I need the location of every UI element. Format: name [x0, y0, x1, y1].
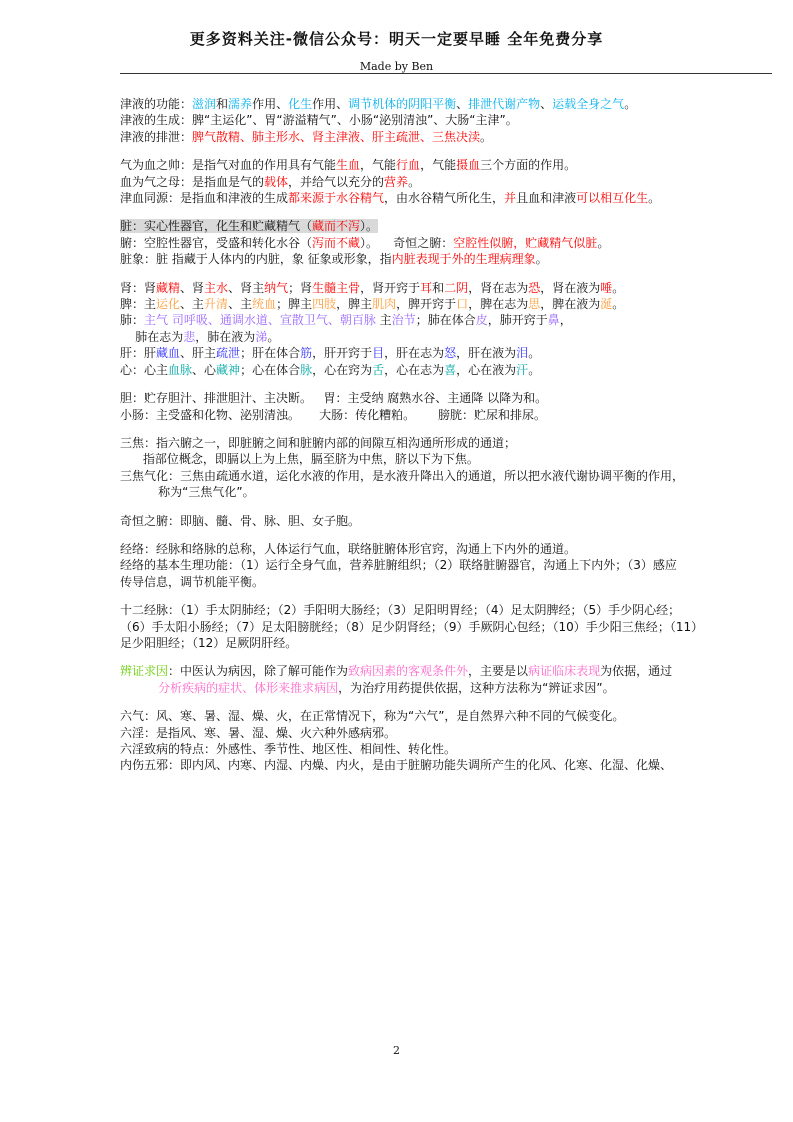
text-segment: 。: [597, 235, 610, 250]
text-segment: 脾：主: [120, 297, 157, 312]
highlighted-term: 思: [528, 297, 541, 312]
highlighted-term: 摄血: [456, 158, 481, 173]
highlighted-term: 可以相互化生: [576, 191, 649, 206]
highlighted-term: 空腔性似腑，贮藏精气似脏: [453, 235, 598, 250]
text-line: [120, 362, 770, 378]
text-segment: ，肝在液为: [456, 346, 517, 361]
text-segment: 传导信息，调节机能平衡。: [120, 574, 265, 589]
text-segment: 六淫：是指风、寒、暑、湿、燥、火六种外感病邪。: [120, 725, 397, 740]
text-line: [120, 296, 770, 312]
text-segment: 和: [216, 97, 229, 111]
highlighted-term: 二阴: [444, 280, 469, 295]
text-segment: 、主: [228, 297, 253, 312]
highlighted-term: 筋: [300, 346, 313, 361]
text-line: [120, 513, 770, 529]
text-line: [120, 129, 770, 145]
text-segment: 。: [480, 129, 493, 144]
blank-line: [120, 696, 770, 708]
text-segment: 胆：贮存胆汁、排泄胆汁、主决断。 胃：主受纳 腐熟水谷、主通降 以降为和。: [120, 391, 548, 406]
text-segment: 六淫致病的特点：外感性、季节性、地区性、相间性、转化性。: [120, 742, 457, 756]
highlighted-term: 主气 司呼吸、通调水道、宣散卫气、朝百脉: [144, 313, 376, 328]
text-segment: 、肝主: [180, 346, 217, 361]
text-line: [120, 619, 770, 635]
text-segment: 肝：肝: [120, 346, 157, 361]
text-segment: 、: [540, 97, 553, 111]
highlighted-term: 治节: [391, 313, 416, 328]
highlighted-term: 都来源于水谷精气: [288, 191, 385, 206]
highlighted-term: 内脏表现于外的生理病理象: [391, 252, 536, 267]
highlighted-term: 耳: [420, 280, 433, 295]
text-segment: ）。 奇恒之腑：: [360, 235, 454, 250]
text-segment: ；肾: [288, 280, 313, 295]
text-segment: ，并给气以充分的: [288, 174, 385, 189]
text-segment: 六气：风、寒、暑、湿、燥、火，在正常情况下，称为“六气”，是自然界六种不同的气候变化。: [120, 709, 625, 724]
document-body: [120, 96, 770, 774]
text-segment: ，肝开窍于: [312, 346, 373, 361]
text-segment: ，气能: [420, 158, 457, 173]
highlighted-term: 泪: [516, 346, 529, 361]
text-segment: 肾：肾: [120, 280, 157, 295]
text-segment: 三焦气化：三焦由疏通水道，运化水液的作用，是水液升降出入的通道，所以把水液代谢协调平衡的作用，: [120, 468, 685, 483]
text-segment: 和: [432, 280, 445, 295]
highlighted-term: 疏泄: [216, 346, 241, 361]
text-line: [120, 725, 770, 741]
highlighted-term: 皮: [475, 313, 488, 328]
text-segment: 三个方面的作用。: [480, 158, 577, 173]
text-segment: 腑：空腔性器官，受盛和转化水谷（: [120, 235, 313, 250]
text-segment: ，肝在志为: [384, 346, 445, 361]
text-segment: 。: [535, 252, 548, 267]
text-line: [120, 407, 770, 423]
highlighted-term: 化生: [288, 97, 313, 111]
text-line: [120, 468, 770, 484]
highlighted-term: 调节机体的阴阳平衡: [348, 97, 457, 111]
text-line: [120, 451, 770, 467]
blank-line: [120, 206, 770, 218]
highlighted-term: 濡养: [228, 97, 253, 111]
text-segment: 肺：: [120, 313, 145, 328]
text-segment: （6）手太阳小肠经；（7）足太阳膀胱经；（8）足少阴肾经；（9）手厥阴心包经；（10）手少阳三焦经；（11）: [120, 619, 704, 634]
text-segment: 肺在志为: [120, 329, 184, 344]
text-segment: 。: [528, 346, 541, 361]
text-segment: 主: [375, 313, 392, 328]
highlighted-term: 喜: [444, 362, 457, 377]
text-segment: 血为气之母：是指血是气的: [120, 174, 265, 189]
text-segment: 。: [408, 174, 421, 189]
header-rule: [120, 73, 772, 74]
highlighted-term: 纳气: [264, 280, 289, 295]
highlighted-term: 运化: [156, 297, 181, 312]
text-segment: 、: [456, 97, 469, 111]
text-segment: 三焦：指六腑之一，即脏腑之间和脏腑内部的间隙互相沟通所形成的通道；: [120, 435, 517, 450]
highlighted-term: 悲: [183, 329, 196, 344]
highlighted-term: 舌: [372, 362, 385, 377]
text-segment: [120, 681, 158, 695]
text-segment: ，: [559, 313, 572, 328]
text-segment: ，肾在液为: [540, 280, 601, 295]
blank-line: [120, 423, 770, 435]
highlighted-term: 目: [372, 346, 385, 361]
blank-line: [120, 501, 770, 513]
text-segment: ，由水谷精气所化生，: [384, 191, 505, 206]
highlighted-term: 分析疾病的症状、体形来推求病因: [158, 680, 339, 695]
text-segment: ，脾在液为: [540, 297, 601, 312]
highlighted-term: 升清: [204, 297, 229, 312]
text-segment: 津液的排泄：: [120, 129, 193, 144]
header-title: 更多资料关注-微信公众号：明天一定要早睡 全年免费分享: [189, 30, 604, 48]
text-segment: 津液的功能：: [120, 97, 193, 111]
text-line: [120, 390, 770, 406]
text-segment: ，心在液为: [456, 362, 517, 377]
highlighted-term: 血脉: [168, 362, 193, 377]
text-segment: 气为血之帅：是指气对血的作用具有气能: [120, 158, 337, 173]
text-segment: ，肾开窍于: [360, 280, 421, 295]
text-segment: 经络：经脉和络脉的总称，人体运行气血，联络脏腑体形官窍，沟通上下内外的通道。: [120, 541, 577, 556]
text-segment: ，脾主: [336, 297, 373, 312]
text-line: [120, 484, 770, 500]
text-segment: 、心: [192, 362, 217, 377]
blank-line: [120, 268, 770, 280]
highlighted-term: 生髓主骨: [312, 280, 361, 295]
highlighted-term: 并: [504, 191, 517, 206]
text-segment: 。: [267, 329, 280, 344]
text-line: [120, 541, 770, 557]
text-segment: ，为治疗用药提供依据，这种方法称为“辨证求因”。: [338, 680, 615, 695]
text-segment: 且血和津液: [516, 191, 577, 206]
page-number: 2: [393, 1044, 400, 1057]
highlighted-term: 运载全身之气: [552, 97, 625, 111]
text-segment: 小肠：主受盛和化物、泌别清浊。 大肠：传化糟粕。 膀胱：贮尿和排尿。: [120, 407, 546, 422]
text-segment: 。: [528, 362, 541, 377]
text-segment: ，肺开窍于: [487, 313, 548, 328]
text-line: [120, 574, 770, 590]
highlighted-term: 行血: [396, 158, 421, 173]
text-line: [120, 557, 770, 573]
blank-line: [120, 145, 770, 157]
highlighted-term: 滋润: [192, 97, 217, 111]
text-segment: 指部位概念，即膈以上为上焦，膈至脐为中焦，脐以下为下焦。: [120, 452, 479, 467]
text-segment: ，肾在志为: [468, 280, 529, 295]
text-segment: ：中医认为病因，除了解可能作为: [168, 664, 349, 679]
text-segment: ；心在体合: [240, 362, 301, 377]
text-segment: 、肾: [180, 280, 205, 295]
text-line: [120, 663, 770, 679]
text-segment: 、主: [180, 297, 205, 312]
text-segment: 为依据，通过: [600, 664, 673, 679]
text-line: [120, 635, 770, 651]
text-segment: 。: [648, 191, 661, 206]
highlighted-term: 排泄代谢产物: [468, 97, 541, 111]
text-line: [120, 157, 770, 173]
text-segment: ，心在窍为: [312, 362, 373, 377]
highlighted-term: 藏血: [156, 346, 181, 361]
highlighted-term: 藏精: [156, 280, 181, 295]
text-segment: ，主要是以: [468, 664, 529, 679]
highlighted-term: 脉: [300, 362, 313, 377]
highlighted-term: 藏而不泻: [312, 219, 361, 234]
blank-line: [120, 651, 770, 663]
text-line: [120, 174, 770, 190]
text-line: [120, 680, 770, 696]
text-segment: ，心在志为: [384, 362, 445, 377]
text-segment: 内伤五邪：即内风、内寒、内湿、内燥、内火，是由于脏腑功能失调所产生的化风、化寒、化湿、化燥、: [120, 758, 673, 773]
highlighted-term: 鼻: [547, 313, 560, 328]
text-segment: 足少阳胆经；（12）足厥阴肝经。: [120, 635, 298, 650]
text-line: [120, 708, 770, 724]
highlighted-term: 主水: [204, 280, 229, 295]
text-line: [120, 602, 770, 618]
highlighted-term: 唾: [600, 280, 613, 295]
text-segment: 经络的基本生理功能：（1）运行全身气血，营养脏腑组织；（2）联络脏腑器官，沟通上下内外；（3）感应: [120, 558, 677, 573]
highlighted-term: 泻而不藏: [312, 235, 361, 250]
text-segment: 。: [624, 97, 637, 111]
highlighted-term: 藏神: [216, 362, 241, 377]
text-line: [120, 345, 770, 361]
highlighted-term: 载体: [264, 174, 289, 189]
text-line: [120, 112, 770, 128]
highlighted-term: 汗: [516, 362, 529, 377]
text-segment: 称为“三焦气化”。: [120, 485, 255, 500]
highlighted-term: 病证临床表现: [528, 664, 601, 679]
text-line: [120, 435, 770, 451]
text-segment: ，脾开窍于: [396, 297, 457, 312]
text-segment: 津液的生成：脾“主运化”、胃“游溢精气”、小肠“泌别清浊”、大肠“主津”。: [120, 113, 518, 128]
text-segment: 作用、: [252, 97, 289, 111]
text-line: [120, 251, 770, 267]
highlighted-term: 脾气散精、肺主形水、肾主津液、肝主疏泄、三焦决渎: [192, 129, 481, 144]
text-line: [120, 280, 770, 296]
text-segment: 作用、: [312, 97, 349, 111]
highlighted-term: 涕: [255, 329, 268, 344]
text-segment: ；脾主: [276, 297, 313, 312]
text-line: [120, 235, 770, 251]
text-segment: ；肺在体合: [415, 313, 476, 328]
text-line: [120, 757, 770, 773]
text-segment: ；肝在体合: [240, 346, 301, 361]
highlighted-term: 四肢: [312, 297, 337, 312]
text-line: [120, 741, 770, 757]
text-segment: 奇恒之腑：即脑、髓、骨、脉、胆、女子胞。: [120, 513, 361, 528]
highlighted-term: 口: [456, 297, 469, 312]
highlighted-term: 涎: [600, 297, 613, 312]
highlighted-term: 生血: [336, 158, 361, 173]
text-segment: 、肾主: [228, 280, 265, 295]
text-segment: 津血同源：是指血和津液的生成: [120, 191, 289, 206]
text-line: [120, 218, 770, 234]
highlighted-term: 肌肉: [372, 297, 397, 312]
highlighted-term: 怒: [444, 346, 457, 361]
highlighted-term: 恐: [528, 280, 541, 295]
text-segment: 脏象：脏 指藏于人体内的内脏，象 征象或形象，指: [120, 252, 392, 267]
text-line: [120, 96, 770, 112]
highlighted-term: 统血: [252, 297, 277, 312]
highlighted-term: 致病因素的客观条件外: [348, 664, 469, 679]
highlighted-term: 辨证求因: [120, 664, 169, 679]
highlight-band: [120, 219, 378, 233]
blank-line: [120, 378, 770, 390]
text-line: [120, 329, 770, 345]
text-line: [120, 190, 770, 206]
blank-line: [120, 529, 770, 541]
text-segment: ，脾在志为: [468, 297, 529, 312]
text-segment: 。: [612, 280, 625, 295]
text-segment: ，肺在液为: [195, 329, 256, 344]
text-segment: 。: [612, 297, 625, 312]
header-subtitle: Made by Ben: [359, 60, 434, 73]
text-segment: 心：心主: [120, 362, 169, 377]
text-line: [120, 312, 770, 328]
text-segment: ）。: [360, 219, 379, 234]
blank-line: [120, 590, 770, 602]
highlighted-term: 营养: [384, 174, 409, 189]
text-segment: ，气能: [360, 158, 397, 173]
text-segment: 脏：实心性器官，化生和贮藏精气（: [120, 219, 313, 234]
text-segment: 十二经脉：（1）手太阴肺经；（2）手阳明大肠经；（3）足阳明胃经；（4）足太阴脾经；（5）手少阴心经；: [120, 603, 681, 618]
